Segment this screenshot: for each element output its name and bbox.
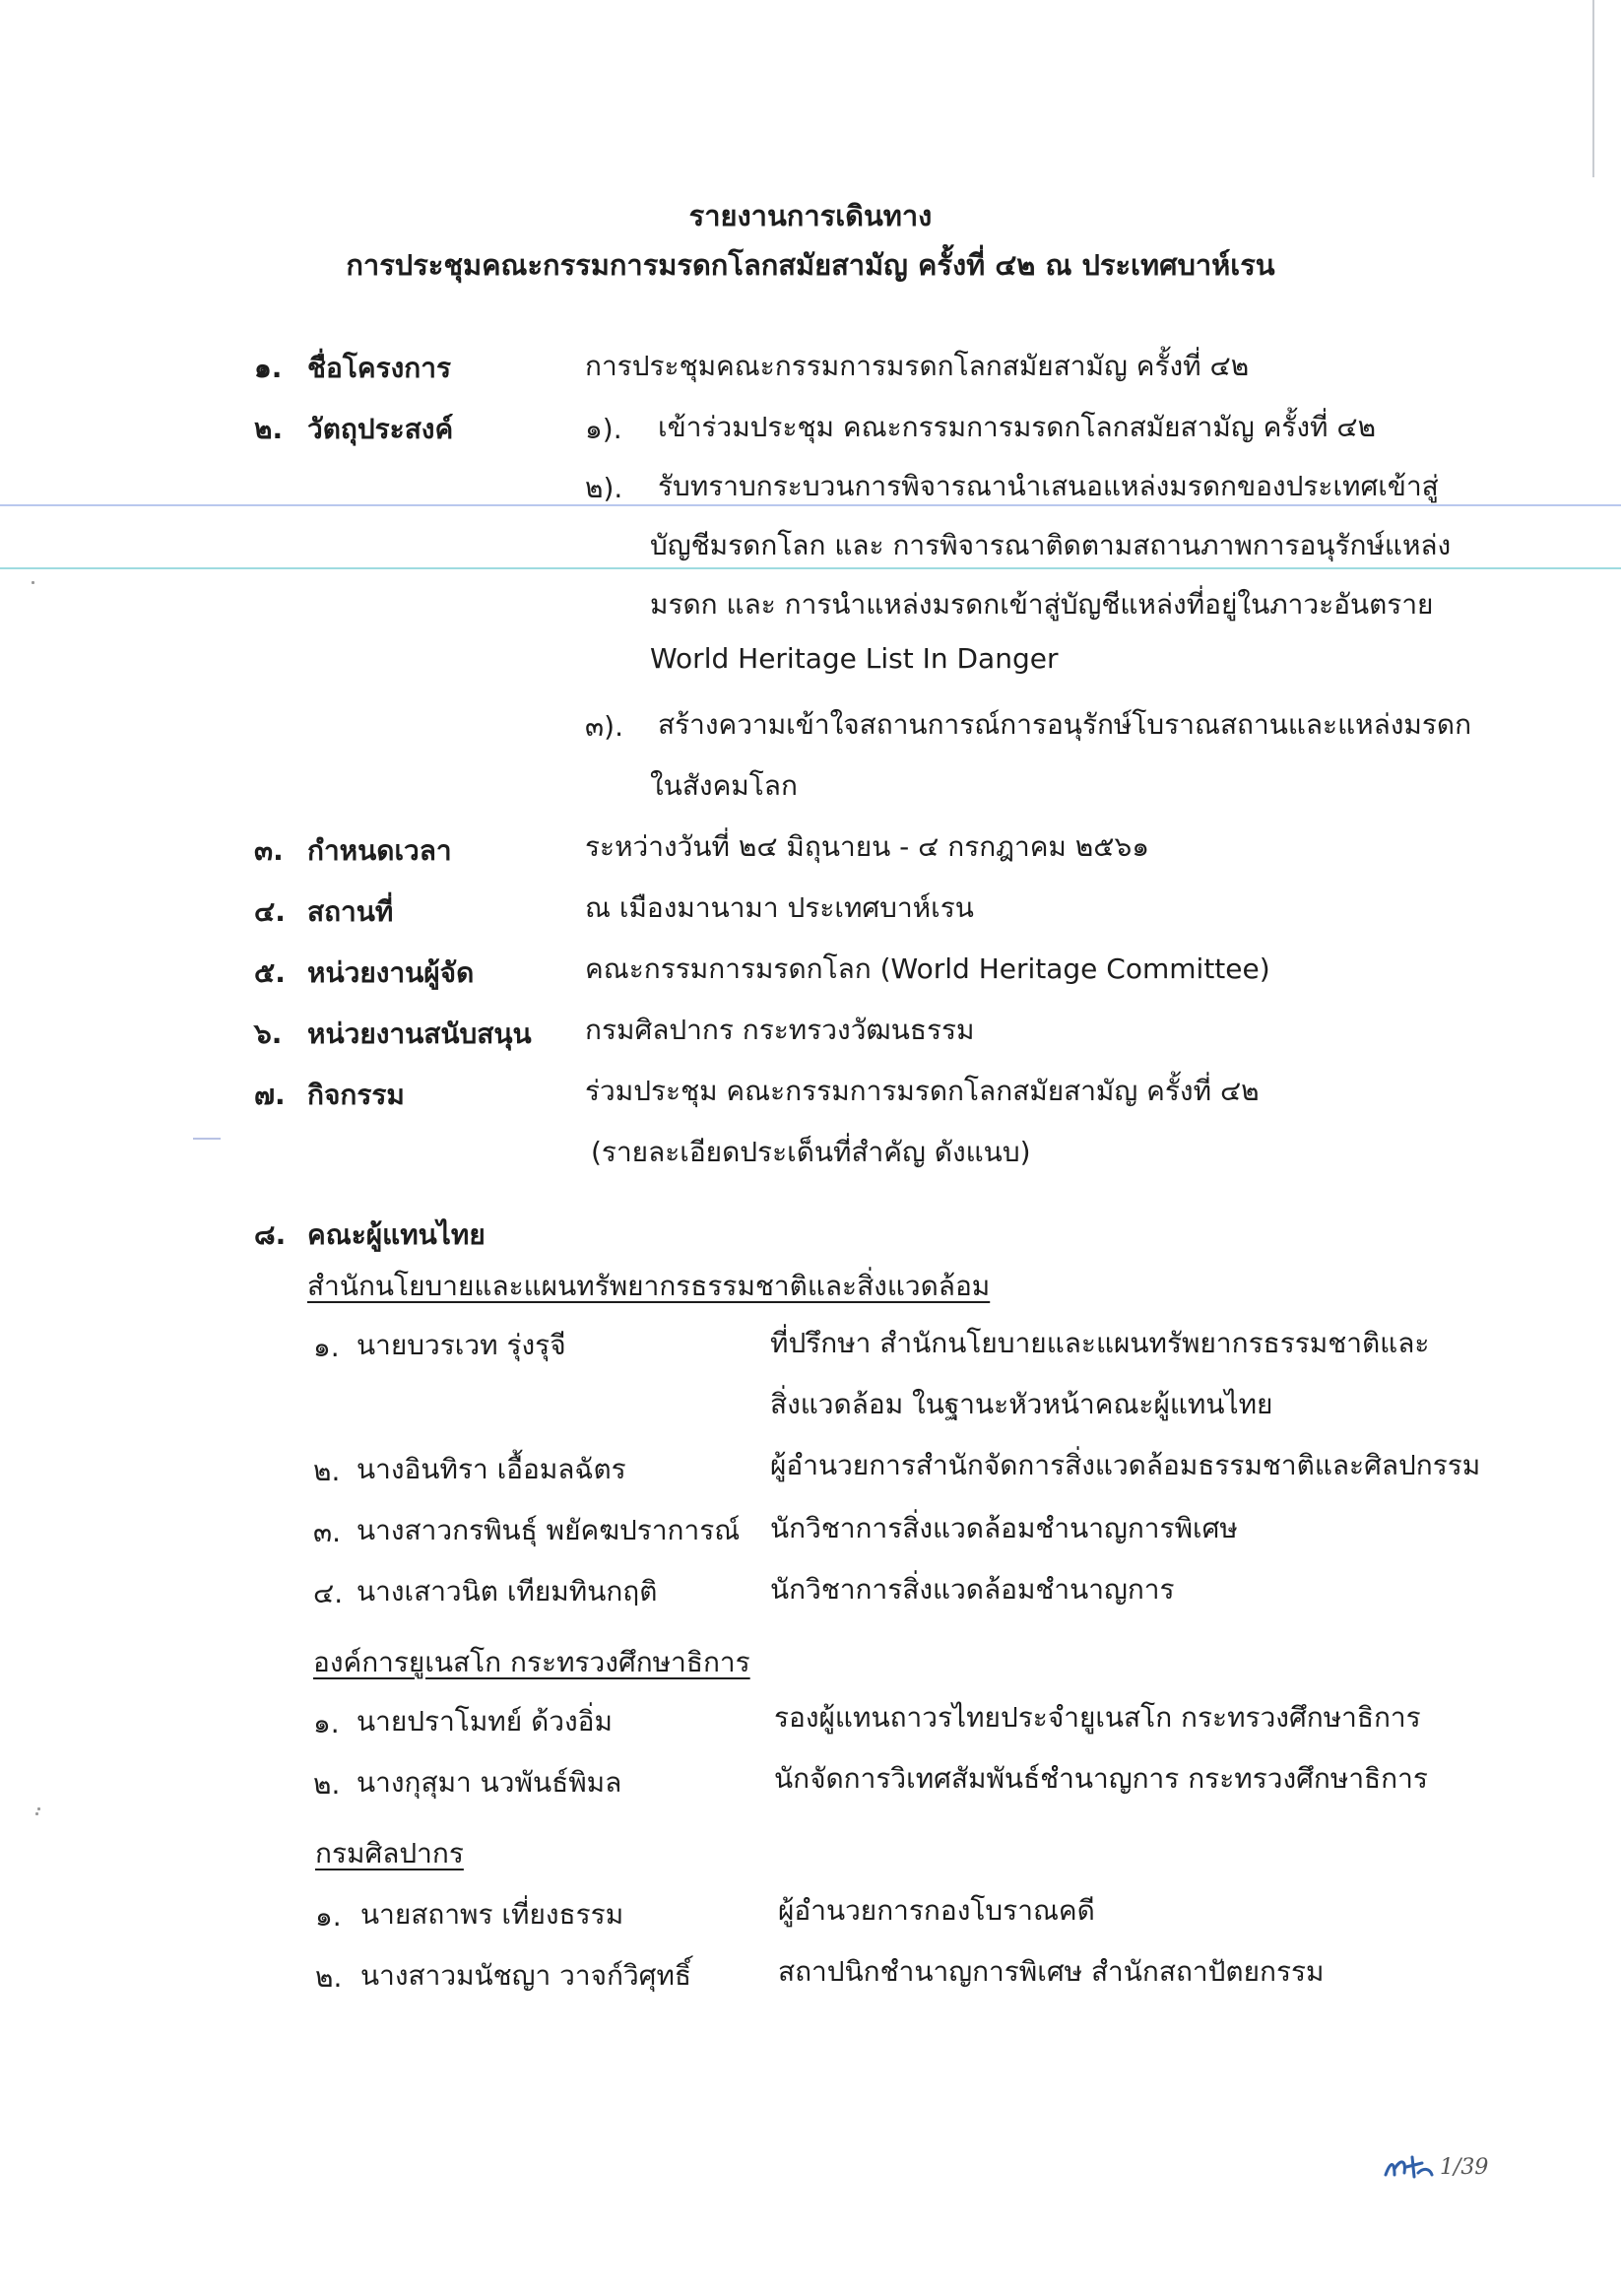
member-number: ๑. bbox=[313, 1331, 340, 1363]
section-value-supporter: กรมศิลปากร กระทรวงวัฒนธรรม bbox=[585, 1014, 975, 1046]
section-label-venue: สถานที่ bbox=[307, 895, 394, 928]
section-label-project-name: ชื่อโครงการ bbox=[307, 352, 452, 384]
objective-line: ในสังคมโลก bbox=[650, 769, 798, 802]
section-value-activity-note: (รายละเอียดประเด็นที่สำคัญ ดังแนบ) bbox=[591, 1136, 1031, 1168]
section-value-organizer: คณะกรรมการมรดกโลก (World Heritage Committee) bbox=[585, 952, 1270, 985]
member-number: ๑. bbox=[315, 1900, 342, 1933]
page-number-text: 1/39 bbox=[1440, 2155, 1489, 2180]
section-number: ๘. bbox=[254, 1218, 287, 1251]
section-number: ๖. bbox=[254, 1017, 283, 1050]
member-role-cont: สิ่งแวดล้อม ในฐานะหัวหน้าคณะผู้แทนไทย bbox=[770, 1388, 1273, 1420]
section-number: ๔. bbox=[254, 895, 286, 928]
objective-line: รับทราบกระบวนการพิจารณานำเสนอแหล่งมรดกของประเทศเข้าสู่ bbox=[658, 470, 1439, 502]
member-number: ๔. bbox=[313, 1577, 344, 1609]
section-value-schedule: ระหว่างวันที่ ๒๔ มิถุนายน - ๔ กรกฎาคม ๒๕๖๑ bbox=[585, 830, 1149, 863]
section-value-venue: ณ เมืองมานามา ประเทศบาห์เรน bbox=[585, 891, 974, 924]
section-number: ๗. bbox=[254, 1079, 286, 1111]
org-heading: สำนักนโยบายและแผนทรัพยากรธรรมชาติและสิ่งแวดล้อม bbox=[307, 1270, 991, 1302]
section-value-activity: ร่วมประชุม คณะกรรมการมรดกโลกสมัยสามัญ ครั้งที่ ๔๒ bbox=[585, 1075, 1260, 1107]
objective-line: บัญชีมรดกโลก และ การพิจารณาติดตามสถานภาพการอนุรักษ์แหล่ง bbox=[650, 529, 1452, 561]
objective-line: เข้าร่วมประชุม คณะกรรมการมรดกโลกสมัยสามัญ ครั้งที่ ๔๒ bbox=[658, 411, 1377, 443]
section-label-schedule: กำหนดเวลา bbox=[307, 834, 452, 867]
report-subtitle: การประชุมคณะกรรมการมรดกโลกสมัยสามัญ ครั้งที่ ๔๒ ณ ประเทศบาห์เรน bbox=[346, 248, 1275, 282]
member-number: ๒. bbox=[313, 1768, 341, 1801]
section-number: ๑. bbox=[254, 352, 283, 384]
member-number: ๒. bbox=[313, 1455, 341, 1487]
member-role: ที่ปรึกษา สำนักนโยบายและแผนทรัพยากรธรรมชาติและ bbox=[770, 1327, 1430, 1359]
member-name: นางอินทิรา เอื้อมลฉัตร bbox=[357, 1453, 626, 1485]
member-name: นางสาวกรพินธุ์ พยัคฆปราการณ์ bbox=[357, 1514, 741, 1546]
objective-line: สร้างความเข้าใจสถานการณ์การอนุรักษ์โบราณสถานและแหล่งมรดก bbox=[658, 708, 1472, 741]
objective-line: มรดก และ การนำแหล่งมรดกเข้าสู่บัญชีแหล่งที่อยู่ในภาวะอันตราย bbox=[650, 588, 1434, 621]
scan-speck bbox=[37, 1807, 40, 1810]
page-number bbox=[1383, 2153, 1488, 2183]
member-role: ผู้อำนวยการสำนักจัดการสิ่งแวดล้อมธรรมชาติและศิลปกรรม bbox=[770, 1449, 1481, 1481]
member-role: รองผู้แทนถาวรไทยประจำยูเนสโก กระทรวงศึกษาธิการ bbox=[774, 1701, 1421, 1734]
member-role: สถาปนิกชำนาญการพิเศษ สำนักสถาปัตยกรรม bbox=[778, 1955, 1325, 1988]
member-name: นางกุสุมา นวพันธ์พิมล bbox=[357, 1766, 622, 1799]
section-number: ๒. bbox=[254, 413, 284, 445]
section-label-activity: กิจกรรม bbox=[307, 1079, 405, 1111]
member-name: นางสาวมนัชญา วาจก์วิศุทธิ์ bbox=[360, 1959, 691, 1992]
member-role: ผู้อำนวยการกองโบราณคดี bbox=[778, 1894, 1095, 1927]
member-name: นางเสาวนิต เทียมทินกฤติ bbox=[357, 1575, 658, 1607]
objective-number: ๒). bbox=[585, 472, 623, 504]
scan-speck bbox=[35, 1812, 38, 1815]
handwritten-initial-icon bbox=[1383, 2153, 1434, 2183]
member-role: นักจัดการวิเทศสัมพันธ์ชำนาญการ กระทรวงศึกษาธิการ bbox=[774, 1762, 1428, 1795]
member-number: ๒. bbox=[315, 1961, 343, 1994]
section-label-organizer: หน่วยงานผู้จัด bbox=[307, 956, 475, 989]
section-label-objectives: วัตถุประสงค์ bbox=[307, 413, 454, 445]
member-name: นายปราโมทย์ ด้วงอิ่ม bbox=[357, 1705, 613, 1738]
objective-line: World Heritage List In Danger bbox=[650, 642, 1059, 675]
member-role: นักวิชาการสิ่งแวดล้อมชำนาญการพิเศษ bbox=[770, 1512, 1238, 1544]
member-number: ๓. bbox=[313, 1516, 342, 1548]
objective-number: ๓). bbox=[585, 710, 623, 743]
page-edge-line bbox=[1592, 0, 1594, 177]
section-number: ๕. bbox=[254, 956, 286, 989]
member-number: ๑. bbox=[313, 1707, 340, 1739]
member-name: นายบวรเวท รุ่งรุจี bbox=[357, 1329, 566, 1361]
scan-dash bbox=[193, 1138, 221, 1140]
org-heading: องค์การยูเนสโก กระทรวงศึกษาธิการ bbox=[313, 1646, 750, 1678]
section-value-project-name: การประชุมคณะกรรมการมรดกโลกสมัยสามัญ ครั้งที่ ๔๒ bbox=[585, 350, 1250, 382]
section-label-supporter: หน่วยงานสนับสนุน bbox=[307, 1017, 532, 1050]
org-heading: กรมศิลปากร bbox=[315, 1837, 464, 1870]
section-label-delegation: คณะผู้แทนไทย bbox=[307, 1218, 486, 1251]
scan-speck bbox=[32, 581, 34, 584]
section-number: ๓. bbox=[254, 834, 284, 867]
member-role: นักวิชาการสิ่งแวดล้อมชำนาญการ bbox=[770, 1573, 1175, 1606]
report-title: รายงานการเดินทาง bbox=[688, 199, 933, 232]
scan-line-teal bbox=[0, 567, 1621, 569]
objective-number: ๑). bbox=[585, 413, 622, 445]
member-name: นายสถาพร เที่ยงธรรม bbox=[360, 1898, 624, 1931]
